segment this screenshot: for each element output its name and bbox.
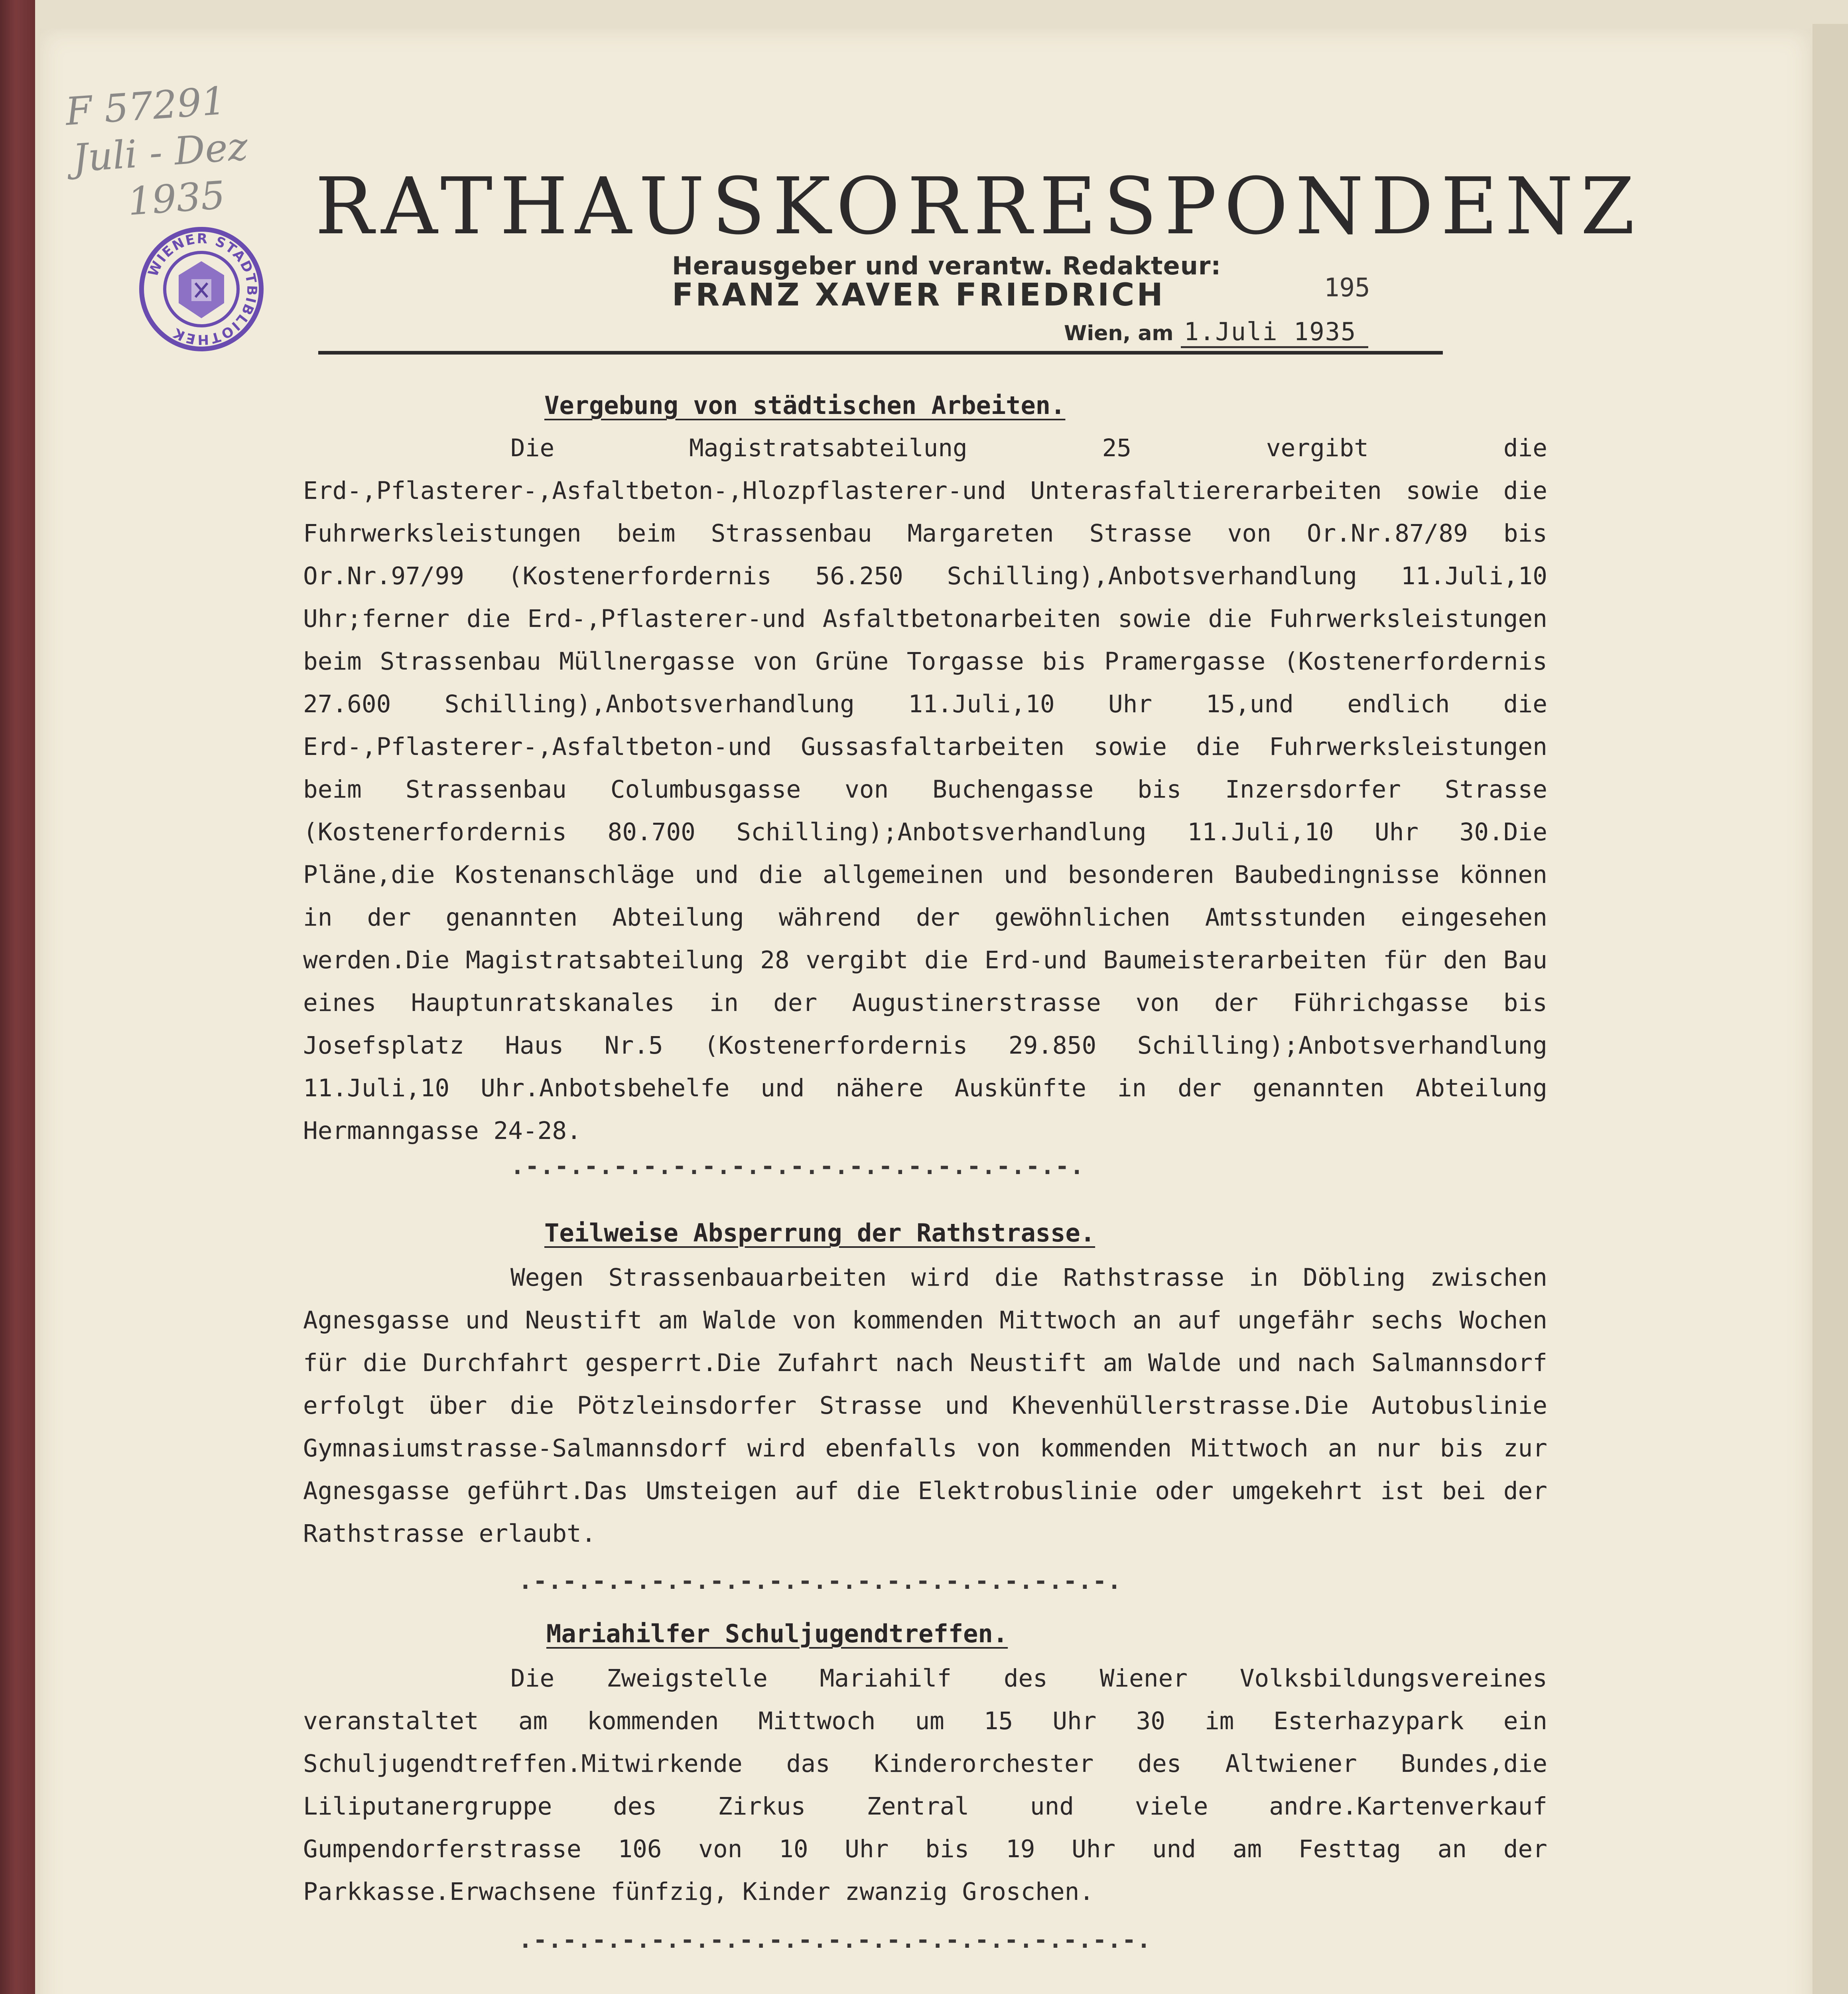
archive-note-line: 1935 [126,173,227,224]
article-body: Wegen Strassenbauarbeiten wird die Rathstrasse in Döbling zwischen Agnesgasse und Neustift am Walde von kommenden Mittwoch an auf ungefähr sechs Wochen für die Durchfahrt gesperrt.Die Zufahrt nach Neustift am Walde und nach Salmannsdorf erfolgt über die Pötzleinsdorfer Strasse und Khevenhüllerstrasse.Die Autobuslinie Gymnasiumstrasse-Salmannsdorf wird ebenfalls von kommenden Mittwoch an nur bis zur Agnesgasse geführt.Das Umsteigen auf die Elektrobuslinie oder umgekehrt ist bei der Rathstrasse erlaubt. [303,1263,1547,1548]
article-body: Die Zweigstelle Mariahilf des Wiener Volksbildungsvereines veranstaltet am kommenden Mittwoch um 15 Uhr 30 im Esterhazypark ein Schuljugendtreffen.Mitwirkende das Kinderorchester des Altwiener Bundes,die Liliputanergruppe des Zirkus Zentral und viele andre.Kartenverkauf Gumpendorferstrasse 106 von 10 Uhr bis 19 Uhr und am Festtag an der Parkkasse.Erwachsene fünfzig, Kinder zwanzig Groschen. [303,1664,1547,1906]
article-headline: Vergebung von städtischen Arbeiten. [544,391,1066,420]
issue-date: 1.Juli 1935 [1181,317,1369,348]
article-separator: .-.-.-.-.-.-.-.-.-.-.-.-.-.-.-.-.-.-.-.-.-. [518,1926,1152,1953]
page-edge [1813,24,1848,1994]
library-stamp-icon [136,223,267,355]
archive-note-line: Juli - Dez [71,124,249,181]
masthead-rule [318,351,1443,355]
archive-note-line: F 57291 [64,78,227,134]
editor-name: FRANZ XAVER FRIEDRICH [672,277,1165,313]
article-separator: .-.-.-.-.-.-.-.-.-.-.-.-.-.-.-.-.-.-.-.-. [518,1567,1122,1594]
article-separator: .-.-.-.-.-.-.-.-.-.-.-.-.-.-.-.-.-.-.-. [510,1153,1085,1180]
article-body: Die Magistratsabteilung 25 vergibt die Erd-,Pflasterer-,Asfaltbeton-,Hlozpflasterer-und Unterasfaltiererarbeiten sowie die Fuhrwerksleistungen beim Strassenbau Margareten Strasse von Or.Nr.87/89 bis Or.Nr.97/99 (Kostenerfordernis 56.250 Schilling),Anbotsverhandlung 11.Juli,10 Uhr;ferner die Erd-,Pflasterer-und Asfaltbetonarbeiten sowie die Fuhrwerksleistungen beim Strassenbau Müllnergasse von Grüne Torgasse bis Pramergasse (Kostenerfordernis 27.600 Schilling),Anbotsverhandlung 11.Juli,10 Uhr 15,und endlich die Erd-,Pflasterer-,Asfaltbeton-und Gussasfaltarbeiten sowie die Fuhrwerksleistungen beim Strassenbau Columbusgasse von Buchengasse bis Inzersdorfer Strasse (Kostenerfordernis 80.700 Schilling);Anbotsverhandlung 11.Juli,10 Uhr 30.Die Pläne,die Kostenanschläge und die allgemeinen und besonderen Baubedingnisse können in der genannten Abteilung während der gewöhnlichen Amtsstunden eingesehen werden.Die Magistratsabteilung 28 vergibt die Erd-und Baumeisterarbeiten für den Bau eines Hauptunratskanales in der Augustinerstrasse von der Führichgasse bis Josefsplatz Haus Nr.5 (Kostenerfordernis 29.850 Schilling);Anbotsverhandlung 11.Juli,10 Uhr.Anbotsbehelfe und nähere Auskünfte in der genannten Abteilung Hermanngasse 24-28. [303,434,1547,1145]
publisher-line: Herausgeber und verantw. Redakteur: [672,251,1221,280]
book-binding [0,0,35,1994]
date-prefix: Wien, am [1064,321,1174,345]
dateline [1064,317,1368,346]
article-headline: Mariahilfer Schuljugendtreffen. [546,1619,1008,1648]
archive-pencil-note [64,75,257,229]
stamp-text: WIENER STADTBIBLIOTHEK [145,231,260,348]
masthead-title: RATHAUSKORRESPONDENZ [315,161,1642,252]
issue-number: 195 [1324,273,1370,303]
article-headline: Teilweise Absperrung der Rathstrasse. [544,1218,1095,1247]
